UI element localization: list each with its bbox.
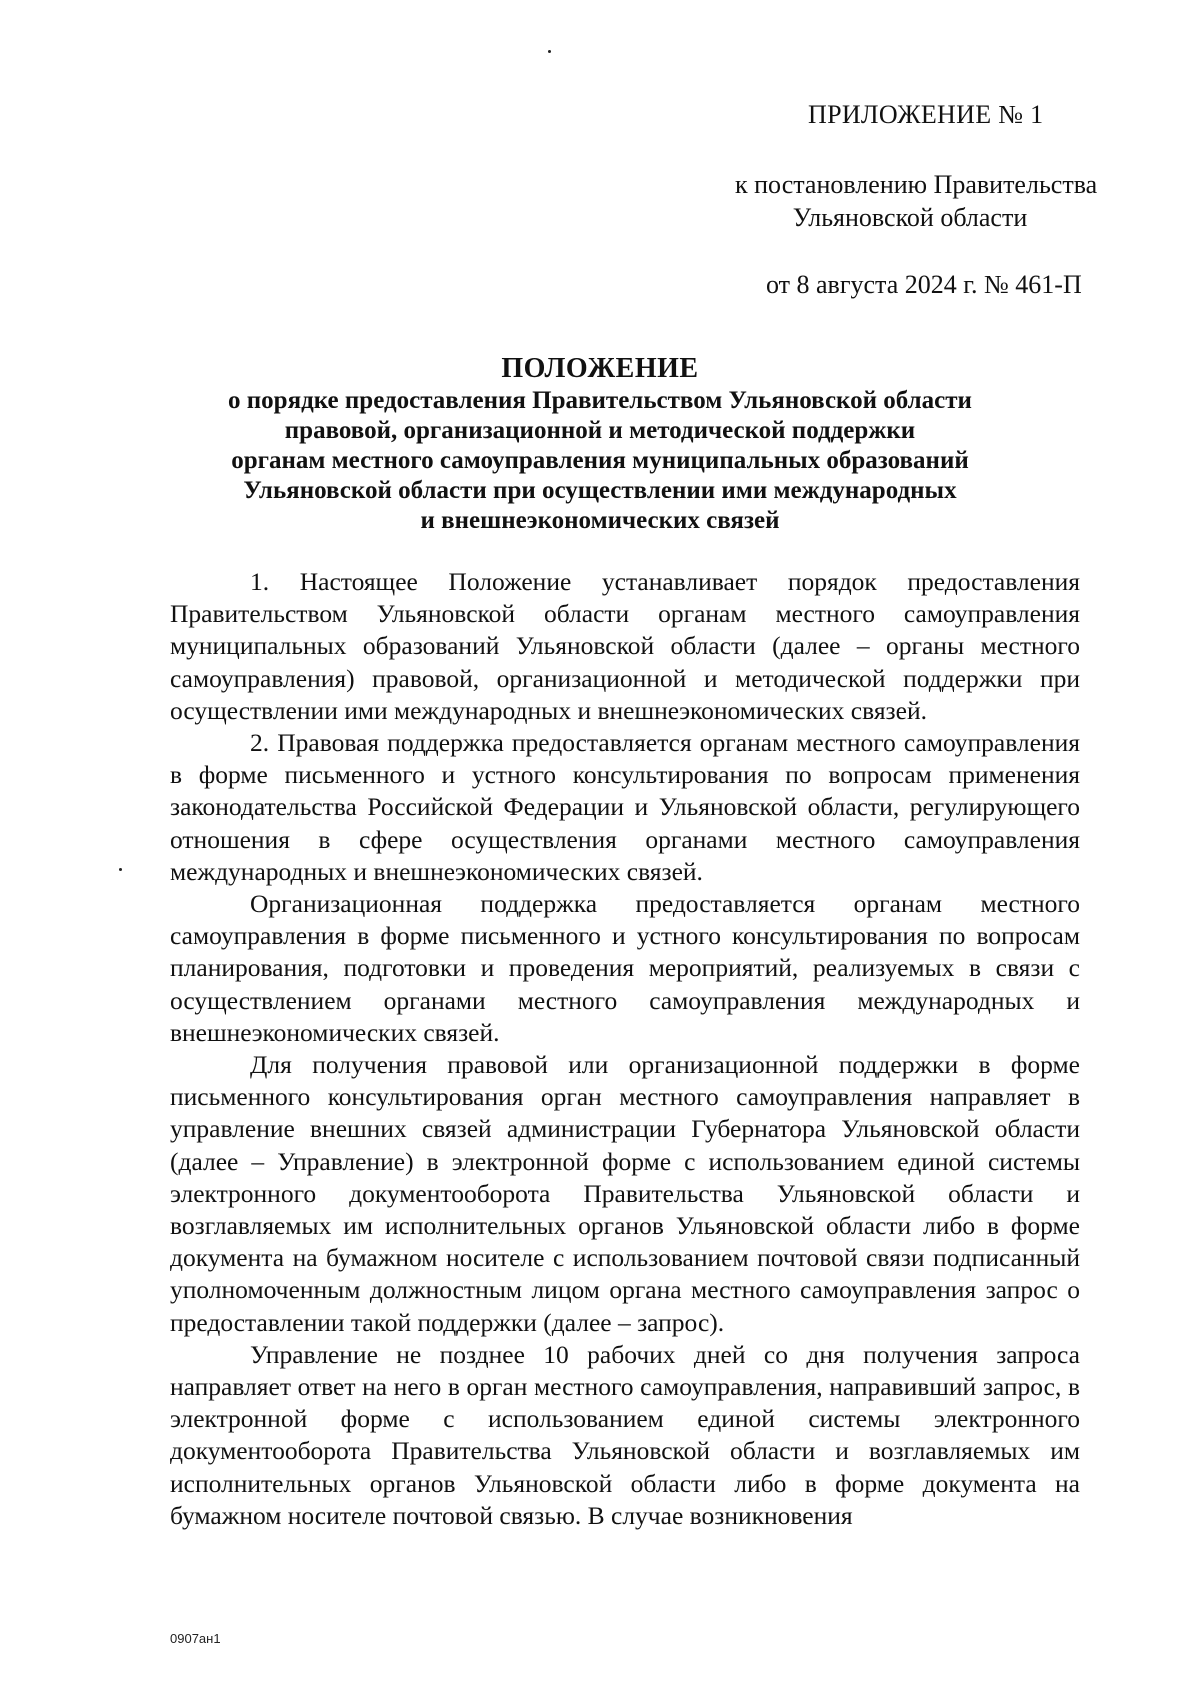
body-paragraph: 1. Настоящее Положение устанавливает порядок предоставления Правительством Ульяновской области органам местного самоуправления муниципальных образований Ульяновской области (далее – органы местного самоуправления) правовой, организационной и методической поддержки при осуществлении ими международных и внешнеэкономических связей.	[170, 567, 1080, 725]
subtitle-line: правовой, организационной и методической поддержки	[284, 417, 916, 444]
page-code: 0907ан1	[170, 1631, 221, 1646]
subtitle-line: о порядке предоставления Правительством Ульяновской области	[228, 387, 972, 414]
subtitle-line: органам местного самоуправления муниципальных образований	[231, 447, 969, 474]
body-paragraph: 2. Правовая поддержка предоставляется органам местного самоуправления в форме письменного и устного консультирования по вопросам применения законодательства Российской Федерации и Ульяновской области, регулирующего отношения в сфере осуществления органами местного самоуправления международных и внешнеэкономических связей.	[170, 728, 1080, 886]
body-paragraph: Организационная поддержка предоставляется органам местного самоуправления в форме письменного и устного консультирования по вопросам планирования, подготовки и проведения мероприятий, реализуемых в связи с осуществлением органами местного самоуправления международных и внешнеэкономических связей.	[170, 889, 1080, 1047]
scan-speck	[119, 868, 122, 871]
subtitle-line: и внешнеэкономических связей	[420, 507, 780, 534]
appendix-ref-line: к постановлению Правительства	[735, 170, 1098, 199]
appendix-title: ПРИЛОЖЕНИЕ № 1	[808, 100, 1044, 129]
document-subtitle	[150, 386, 1050, 536]
body-paragraph: Управление не позднее 10 рабочих дней со дня получения запроса направляет ответ на него в орган местного самоуправления, направивший запрос, в электронной форме с использованием единой системы электронного документооборота Правительства Ульяновской области и возглавляемых им исполнительных органов Ульяновской области либо в форме документа на бумажном носителе почтовой связью. В случае возникновения	[170, 1339, 1080, 1530]
scan-speck	[548, 50, 551, 53]
appendix-reference	[735, 168, 1098, 234]
subtitle-line: Ульяновской области при осуществлении ими международных	[243, 477, 957, 504]
appendix-date-number: от 8 августа 2024 г. № 461-П	[766, 270, 1082, 299]
document-heading	[150, 352, 1050, 536]
body-paragraph: Для получения правовой или организационной поддержки в форме письменного консультирования орган местного самоуправления направляет в управление внешних связей администрации Губернатора Ульяновской области (далее – Управление) в электронной форме с использованием единой системы электронного документооборота Правительства Ульяновской области и возглавляемых им исполнительных органов Ульяновской области либо в форме документа на бумажном носителе с использованием почтовой связи подписанный уполномоченным должностным лицом органа местного самоуправления запрос о предоставлении такой поддержки (далее – запрос).	[170, 1050, 1080, 1337]
document-body	[170, 566, 1080, 1532]
appendix-ref-line: Ульяновской области	[792, 203, 1028, 232]
document-title: ПОЛОЖЕНИЕ	[501, 353, 699, 384]
